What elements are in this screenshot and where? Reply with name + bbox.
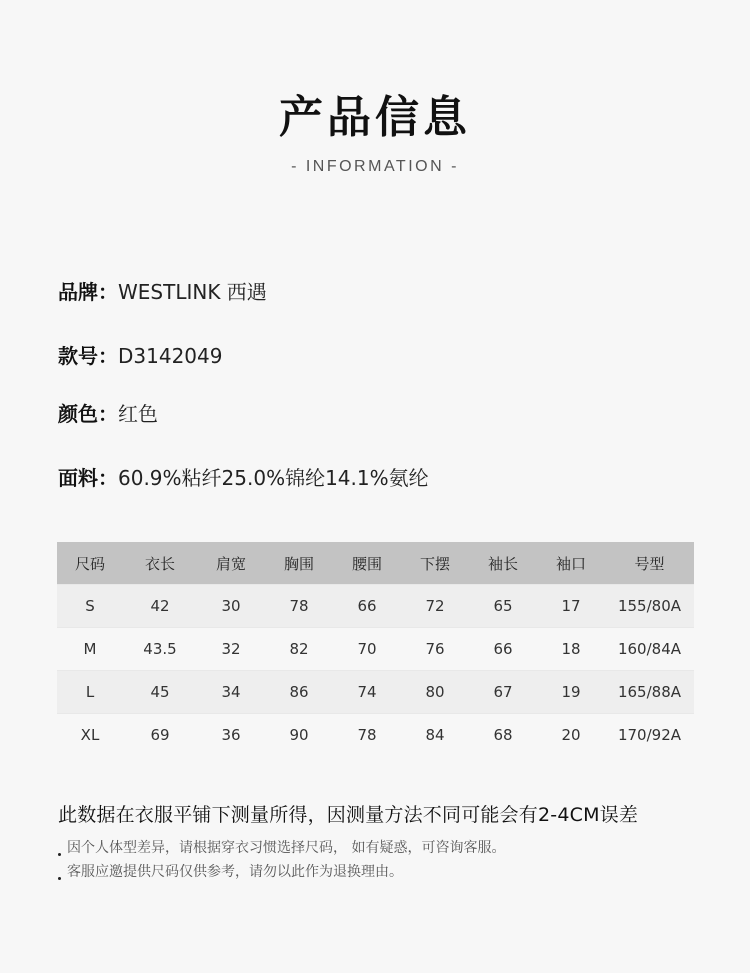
info-row-brand [58,276,267,308]
info-label: 面料： [58,466,118,490]
table-header-row [57,542,694,585]
table-cell: 66 [333,585,401,628]
table-cell: 160/84A [605,628,694,671]
table-cell: 43.5 [123,628,197,671]
bullet-icon [58,853,61,856]
info-label: 品牌： [58,280,118,304]
table-cell: 30 [197,585,265,628]
list-item [58,836,505,860]
table-cell: 65 [469,585,537,628]
table-cell: 155/80A [605,585,694,628]
column-header: 号型 [605,542,694,585]
table-row [57,671,694,714]
column-header: 下摆 [401,542,469,585]
info-row-fabric [58,462,429,494]
table-cell: 165/88A [605,671,694,714]
page-title: 产品信息 [279,92,471,143]
table-cell: 34 [197,671,265,714]
table-cell: 66 [469,628,537,671]
note-text: 客服应邀提供尺码仅供参考，请勿以此作为退换理由。 [67,864,403,880]
table-cell: 80 [401,671,469,714]
table-cell: M [57,628,123,671]
info-value: WESTLINK 西遇 [118,280,267,304]
measurement-note: 此数据在衣服平铺下测量所得，因测量方法不同可能会有2-4CM误差 [58,804,639,826]
table-cell: 82 [265,628,333,671]
info-row-style-number [58,340,222,372]
info-value: 红色 [118,402,158,426]
column-header: 袖长 [469,542,537,585]
table-cell: 18 [537,628,605,671]
column-header: 腰围 [333,542,401,585]
table-cell: 84 [401,714,469,757]
table-cell: 70 [333,628,401,671]
table-cell: 78 [333,714,401,757]
table-cell: 86 [265,671,333,714]
column-header: 肩宽 [197,542,265,585]
table-row [57,628,694,671]
info-row-color [58,398,158,430]
table-cell: S [57,585,123,628]
table-cell: 32 [197,628,265,671]
column-header: 胸围 [265,542,333,585]
table-cell: XL [57,714,123,757]
table-cell: 19 [537,671,605,714]
info-label: 颜色： [58,402,118,426]
table-cell: 170/92A [605,714,694,757]
column-header: 袖口 [537,542,605,585]
column-header: 尺码 [57,542,123,585]
table-cell: 68 [469,714,537,757]
table-cell: 72 [401,585,469,628]
page-subtitle: - INFORMATION - [291,158,459,175]
table-cell: 20 [537,714,605,757]
table-cell: 78 [265,585,333,628]
info-value: D3142049 [118,344,223,368]
table-row [57,585,694,628]
table-cell: 17 [537,585,605,628]
table-row [57,714,694,757]
table-cell: 45 [123,671,197,714]
table-cell: L [57,671,123,714]
size-table [57,542,694,756]
table-cell: 76 [401,628,469,671]
table-cell: 74 [333,671,401,714]
notes-list [58,836,505,884]
bullet-icon [58,877,61,880]
table-cell: 67 [469,671,537,714]
table-cell: 69 [123,714,197,757]
header [0,88,750,176]
table-cell: 36 [197,714,265,757]
info-value: 60.9%粘纤25.0%锦纶14.1%氨纶 [118,466,429,490]
table-cell: 90 [265,714,333,757]
info-label: 款号： [58,344,118,368]
table-cell: 42 [123,585,197,628]
column-header: 衣长 [123,542,197,585]
note-text: 因个人体型差异，请根据穿衣习惯选择尺码， 如有疑惑，可咨询客服。 [67,840,506,856]
list-item [58,860,505,884]
